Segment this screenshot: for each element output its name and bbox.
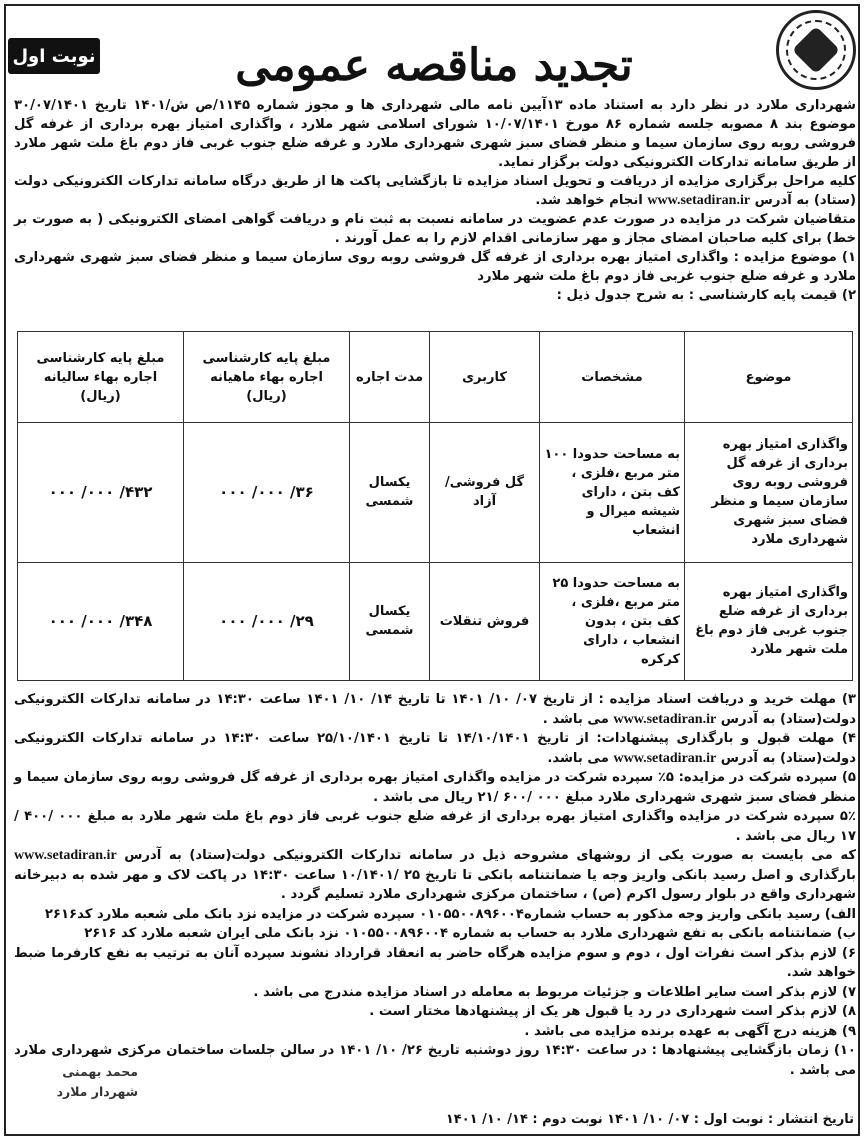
- list-item: ۱۰) زمان بازگشایی پیشنهادها : در ساعت ۱۴:۳۰ روز دوشنبه تاریخ ۲۶/ ۱۰/ ۱۴۰۱ در سالن جلسات ساختمان مرکزی شهرداری ملارد می باشد .: [14, 1043, 856, 1078]
- column-header: موضوع: [685, 332, 853, 423]
- list-item: الف) رسید بانکی واریز وجه مذکور به حساب شماره۰۱۰۵۵۰۰۸۹۶۰۰۴ سپرده شرکت در مزایده نزد بانک ملی شعبه ملارد کد۲۶۱۶: [44, 906, 856, 922]
- intro-paragraph-4: ۱) موضوع مزایده : واگذاری امتیاز بهره برداری از غرفه گل فروشی روبه روی سازمان سیما و منظر فضای سبز شهری شهرداری ملارد و غرفه ضلع جنوب غربی فاز دوم باغ ملت شهر ملارد: [14, 250, 856, 284]
- page-title: تجدید مناقصه عمومی: [235, 40, 633, 91]
- column-header: مبلغ پایه کارشناسی اجاره بهاء ماهیانه (ریال): [184, 332, 350, 423]
- cell-monthly: ۲۹/ ۰۰۰/ ۰۰۰: [184, 562, 350, 680]
- column-header: مشخصات: [540, 332, 685, 423]
- intro-paragraph-5: ۲) قیمت پایه کارشناسی : به شرح جدول ذیل :: [556, 288, 856, 303]
- column-header: مبلغ پایه کارشناسی اجاره بهاء سالیانه (ریال): [18, 332, 184, 423]
- list-item: ۷) لازم بذکر است سایر اطلاعات و جزئیات مربوط به معامله در اسناد مزایده مندرج می باشد .: [253, 984, 856, 1000]
- signer-role: شهردار ملارد: [56, 1084, 138, 1099]
- table-row: [18, 562, 853, 680]
- table-row: [18, 423, 853, 563]
- setadiran-link[interactable]: www.setadiran.ir: [613, 711, 717, 727]
- column-header: کاربری: [430, 332, 540, 423]
- cell-topic: واگذاری امتیاز بهره برداری از غرفه گل فروشی روبه روی سازمان سیما و منظر فضای سبز شهری شهرداری ملارد: [685, 423, 853, 563]
- cell-topic: واگذاری امتیاز بهره برداری از غرفه ضلع جنوب غربی فاز دوم باغ ملت شهر ملارد: [685, 562, 853, 680]
- pricing-table: [17, 331, 853, 681]
- cell-spec: به مساحت حدودا ۱۰۰ متر مربع ،فلزی ، کف بتن ، دارای شیشه میرال و انشعاب: [540, 423, 685, 563]
- round-badge: نوبت اول: [8, 38, 100, 74]
- list-item: ۵) سپرده شرکت در مزایده: ۵٪ سپرده شرکت در مزایده واگذاری امتیاز بهره برداری از غرفه گل فروشی روبه روی سازمان سیما و منظر فضای سبز شهری شهرداری ملارد مبلغ ۰۰۰ /۶۰۰ /۲۱ ریال می باشد .: [14, 770, 856, 805]
- list-item: ۹) هزینه درج آگهی به عهده برنده مزایده می باشد .: [524, 1023, 856, 1039]
- cell-yearly: ۳۴۸/ ۰۰۰/ ۰۰۰: [18, 562, 184, 680]
- setadiran-link[interactable]: www.setadiran.ir: [647, 193, 751, 208]
- column-header: مدت اجاره: [350, 332, 430, 423]
- list-item: که می بایست به صورت یکی از روشهای مشروحه ذیل در سامانه تدارکات الکترونیکی دولت(ستاد) به آدرس www.setadiran.ir بارگذاری و اصل رسید بانکی واریز وجه یا ضمانتنامه بانکی تا تاریخ ۲۵ /۱۰/۱۴۰۱ ساعت ۱۴:۳۰ در پاکت لاک و مهر شده به دبیرخانه شهرداری واقع در بلوار رسول اکرم (ص) ، ساختمان مرکزی شهرداری ملارد تسلیم گردد .: [14, 848, 857, 902]
- cell-usage: فروش تنقلات: [430, 562, 540, 680]
- list-item: ۳) مهلت خرید و دریافت اسناد مزایده : از تاریخ ۰۷/ ۱۰/ ۱۴۰۱ تا تاریخ ۱۴/ ۱۰/ ۱۴۰۱ ساعت ۱۴:۳۰ در سامانه تدارکات الکترونیکی دولت(ستاد) به آدرس www.setadiran.ir می باشد .: [14, 692, 856, 727]
- cell-usage: گل فروشی/ آزاد: [430, 423, 540, 563]
- cell-monthly: ۳۶/ ۰۰۰/ ۰۰۰: [184, 423, 350, 563]
- intro-paragraph-3: متقاضیان شرکت در مزایده در صورت عدم عضویت در سامانه نسبت به ثبت نام و دریافت گواهی امضای الکترونیکی ( به صورت بر خط) برای کلیه صاحبان امضای مجاز و مهر سازمانی اقدام لازم را به عمل آورند .: [14, 212, 856, 246]
- intro-paragraph-1: شهرداری ملارد در نظر دارد به استناد ماده ۱۳آیین نامه مالی شهرداری ها و مجوز شماره ۱۱۴۵/ص ش/۱۴۰۱ تاریخ ۳۰/۰۷/۱۴۰۱ موضوع بند ۸ مصوبه جلسه شماره ۸۶ مورخ ۱۰/۰۷/۱۴۰۱ شورای اسلامی شهر ملارد ، واگذاری امتیاز بهره برداری از غرفه گل فروشی روبه روی سازمان سیما و منظر فضای سبز شهری شهرداری ملارد و غرفه ضلع جنوب غربی فاز دوم باغ ملت شهر ملارد از طریق سامانه تدارکات الکترونیکی دولت برگزار نماید.: [14, 98, 857, 170]
- signer-name: محمد بهمنی: [62, 1064, 138, 1079]
- cell-duration: یکسال شمسی: [350, 562, 430, 680]
- intro-text: [14, 96, 856, 305]
- conditions-list: [14, 690, 856, 1080]
- cell-yearly: ۴۳۲/ ۰۰۰/ ۰۰۰: [18, 423, 184, 563]
- cell-spec: به مساحت حدودا ۲۵ متر مربع ،فلزی ، کف بتن ، بدون انشعاب ، دارای کرکره: [540, 562, 685, 680]
- list-item: ۵٪ سپرده شرکت در مزایده واگذاری امتیاز بهره برداری از غرفه ضلع جنوب غربی فاز دوم باغ ملت شهر ملارد به مبلغ ۰۰۰ /۴۰۰ /۱۷ ریال می باشد .: [14, 809, 856, 844]
- list-item: ب) ضمانتنامه بانکی به نفع شهرداری ملارد به حساب به شماره ۰۱۰۵۵۰۰۸۹۶۰۰۴ نزد بانک ملی ایران شعبه ملارد کد ۲۶۱۶: [84, 926, 856, 941]
- list-item: ۸) لازم بذکر است شهرداری در رد یا قبول هر یک از پیشنهادها مختار است .: [369, 1004, 856, 1019]
- publication-date: تاریخ انتشار : نوبت اول : ۰۷/ ۱۰/ ۱۴۰۱ نوبت دوم : ۱۴/ ۱۰/ ۱۴۰۱: [445, 1112, 854, 1127]
- list-item: ۴) مهلت قبول و بارگذاری پیشنهادات: از تاریخ ۱۴/۱۰/۱۴۰۱ تا تاریخ ۲۵/۱۰/۱۴۰۱ ساعت ۱۴:۳۰ در سامانه تدارکات الکترونیکی دولت(ستاد) به آدرس www.setadiran.ir می باشد.: [14, 731, 856, 766]
- setadiran-link[interactable]: www.setadiran.ir: [613, 750, 717, 766]
- list-item: ۶) لازم بذکر است نفرات اول ، دوم و سوم مزایده هرگاه حاضر به انعقاد قرارداد نشوند سپرده آنان به ترتیب به نفع کارفرما ضبط خواهد شد.: [14, 945, 856, 980]
- intro-paragraph-2: کلیه مراحل برگزاری مزایده از دریافت و تحویل اسناد مزایده تا بازگشایی پاکت ها از طریق درگاه سامانه تدارکات الکترونیکی دولت (ستاد) به آدرس www.setadiran.ir انجام خواهد شد.: [14, 174, 856, 208]
- signature-block: [18, 1062, 138, 1102]
- table-header-row: [18, 332, 853, 423]
- cell-duration: یکسال شمسی: [350, 423, 430, 563]
- setadiran-link[interactable]: www.setadiran.ir: [14, 848, 117, 863]
